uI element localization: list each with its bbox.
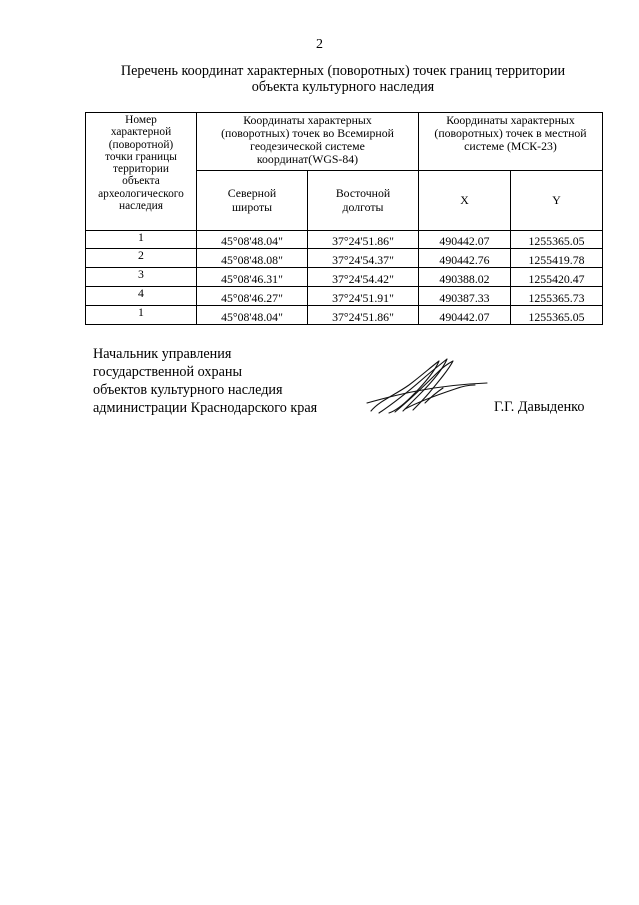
document-title <box>60 63 626 95</box>
y-cell: 1255365.05 <box>511 306 603 325</box>
signer-name: Г.Г. Давыденко <box>494 399 585 415</box>
title-line: объекта культурного наследия <box>251 79 435 95</box>
x-cell: 490442.76 <box>419 249 511 268</box>
x-cell: 490387.33 <box>419 287 511 306</box>
title-line: Перечень координат характерных (поворотных) точек границ территории <box>120 63 566 79</box>
longitude-cell: 37°24'51.86" <box>308 231 419 249</box>
table-row <box>86 306 603 325</box>
wgs84-coordinates-header: Координаты характерных (поворотных) точек во Всемирной геодезической системе координат(WGS-84) <box>197 113 419 171</box>
x-cell: 490388.02 <box>419 268 511 287</box>
latitude-cell: 45°08'48.04" <box>197 306 308 325</box>
latitude-cell: 45°08'48.08" <box>197 249 308 268</box>
x-cell: 490442.07 <box>419 231 511 249</box>
msk23-coordinates-header: Координаты характерных (поворотных) точек в местной системе (МСК-23) <box>419 113 603 171</box>
point-number-cell: 1 <box>86 231 197 249</box>
point-number-header: Номер характерной (поворотной) точки границы территории объекта археологического наследия <box>86 113 197 231</box>
longitude-cell: 37°24'54.37" <box>308 249 419 268</box>
signatory-position-line: государственной охраны <box>93 364 243 380</box>
signatory-position <box>93 345 317 417</box>
longitude-cell: 37°24'51.86" <box>308 306 419 325</box>
x-header: X <box>419 171 511 231</box>
latitude-cell: 45°08'46.31" <box>197 268 308 287</box>
y-cell: 1255365.05 <box>511 231 603 249</box>
y-cell: 1255420.47 <box>511 268 603 287</box>
signatory-position-line: Начальник управления <box>93 346 232 362</box>
signatory-position-line: объектов культурного наследия <box>93 382 283 398</box>
point-number-cell: 1 <box>86 306 197 325</box>
page-number: 2 <box>316 37 323 52</box>
point-number-cell: 4 <box>86 287 197 306</box>
table-row <box>86 287 603 306</box>
x-cell: 490442.07 <box>419 306 511 325</box>
point-number-cell: 2 <box>86 249 197 268</box>
point-number-cell: 3 <box>86 268 197 287</box>
y-cell: 1255365.73 <box>511 287 603 306</box>
longitude-header: Восточной долготы <box>308 171 419 231</box>
latitude-header: Северной широты <box>197 171 308 231</box>
longitude-cell: 37°24'54.42" <box>308 268 419 287</box>
handwritten-signature <box>365 355 490 417</box>
latitude-cell: 45°08'46.27" <box>197 287 308 306</box>
coordinates-table <box>85 112 603 325</box>
table-row <box>86 268 603 287</box>
y-cell: 1255419.78 <box>511 249 603 268</box>
table-row <box>86 231 603 249</box>
signatory-position-line: администрации Краснодарского края <box>93 400 318 416</box>
longitude-cell: 37°24'51.91" <box>308 287 419 306</box>
y-header: Y <box>511 171 603 231</box>
table-row <box>86 249 603 268</box>
latitude-cell: 45°08'48.04" <box>197 231 308 249</box>
